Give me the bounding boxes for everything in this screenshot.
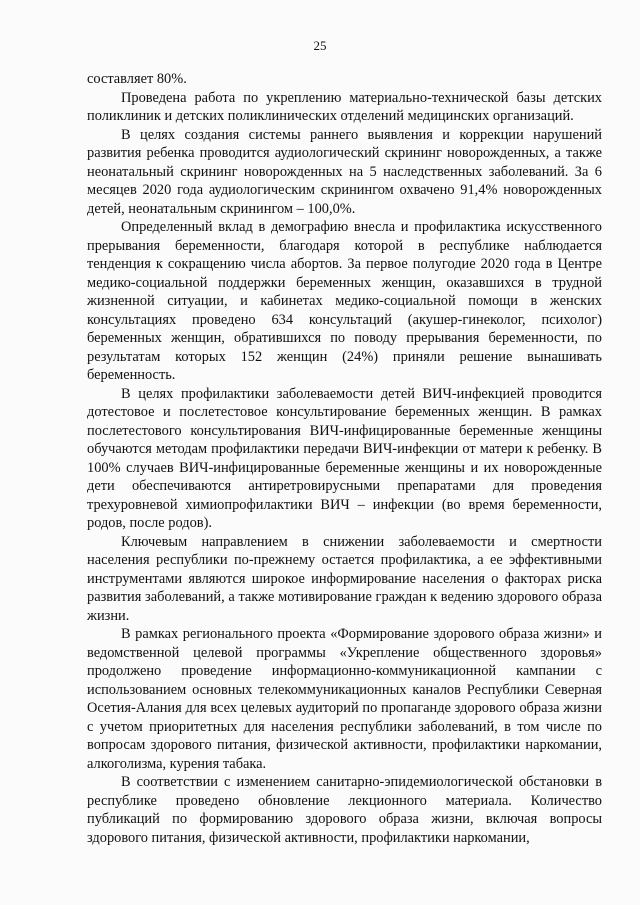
paragraph-continuation: составляет 80%. bbox=[87, 71, 187, 87]
paragraph-abortion-prevention: Определенный вклад в демографию внесла и профилактика искусственного прерывания беременности, благодаря которой в республике наблюдается тенденция к сокращению числа абортов. За первое полугодие 2020 года в Центре медико-социальной поддержки беременных женщин, оказавшихся в трудной жизненной ситуации, и кабинетах медико-социальной помощи в женских консультациях проведено 634 консультаций (акушер-гинеколог, психолог) беременных женщин, обратившихся по поводу прерывания беременности, по результатам которых 152 женщин (24%) приняли решение вынашивать беременность. bbox=[87, 219, 602, 383]
page-number: 25 bbox=[313, 38, 327, 53]
paragraph-screening: В целях создания системы раннего выявления и коррекции нарушений развития ребенка проводится аудиологический скрининг новорожденных, а также неонатальный скрининг новорожденных на 5 наследственных заболеваний. За 6 месяцев 2020 года аудиологическим скринингом охвачено 91,4% новорожденных детей, неонатальным скринингом – 100,0%. bbox=[87, 126, 602, 217]
document-body bbox=[87, 70, 602, 847]
paragraph-regional-project: В рамках регионального проекта «Формирование здорового образа жизни» и ведомственной целевой программы «Укрепление общественного здоровья» продолжено проведение информационно-коммуникационной кампании с использованием основных телекоммуникационных каналов Республики Северная Осетия-Алания для всех целевых аудиторий по пропаганде здорового образа жизни с учетом приоритетных для населения республики заболеваний, в том числе по вопросам здорового питания, физической активности, профилактики наркомании, алкоголизма, курения табака. bbox=[87, 626, 602, 772]
paragraph-hiv-prevention: В целях профилактики заболеваемости детей ВИЧ-инфекцией проводится дотестовое и послетестовое консультирование беременных женщин. В рамках послетестового консультирования ВИЧ-инфицированные беременные женщины обучаются методам профилактики передачи ВИЧ-инфекции от матери к ребенку. В 100% случаев ВИЧ-инфицированные беременные женщины и их новорожденные дети обеспечиваются антиретровирусными препаратами для проведения трехуровневой химиопрофилактики ВИЧ – инфекции (во время беременности, родов, после родов). bbox=[87, 385, 602, 531]
paragraph-key-direction: Ключевым направлением в снижении заболеваемости и смертности населения республики по-прежнему остается профилактика, а ее эффективными инструментами являются широкое информирование населения о факторах риска развития заболеваний, а также мотивирование граждан к ведению здорового образа жизни. bbox=[87, 533, 602, 624]
paragraph-lecture-update: В соответствии с изменением санитарно-эпидемиологической обстановки в республике проведено обновление лекционного материала. Количество публикаций по формированию здорового образа жизни, включая вопросы здорового питания, физической активности, профилактики наркомании, bbox=[87, 774, 602, 846]
paragraph-material-base: Проведена работа по укреплению материально-технической базы детских поликлиник и детских поликлинических отделений медицинских организаций. bbox=[87, 89, 602, 124]
